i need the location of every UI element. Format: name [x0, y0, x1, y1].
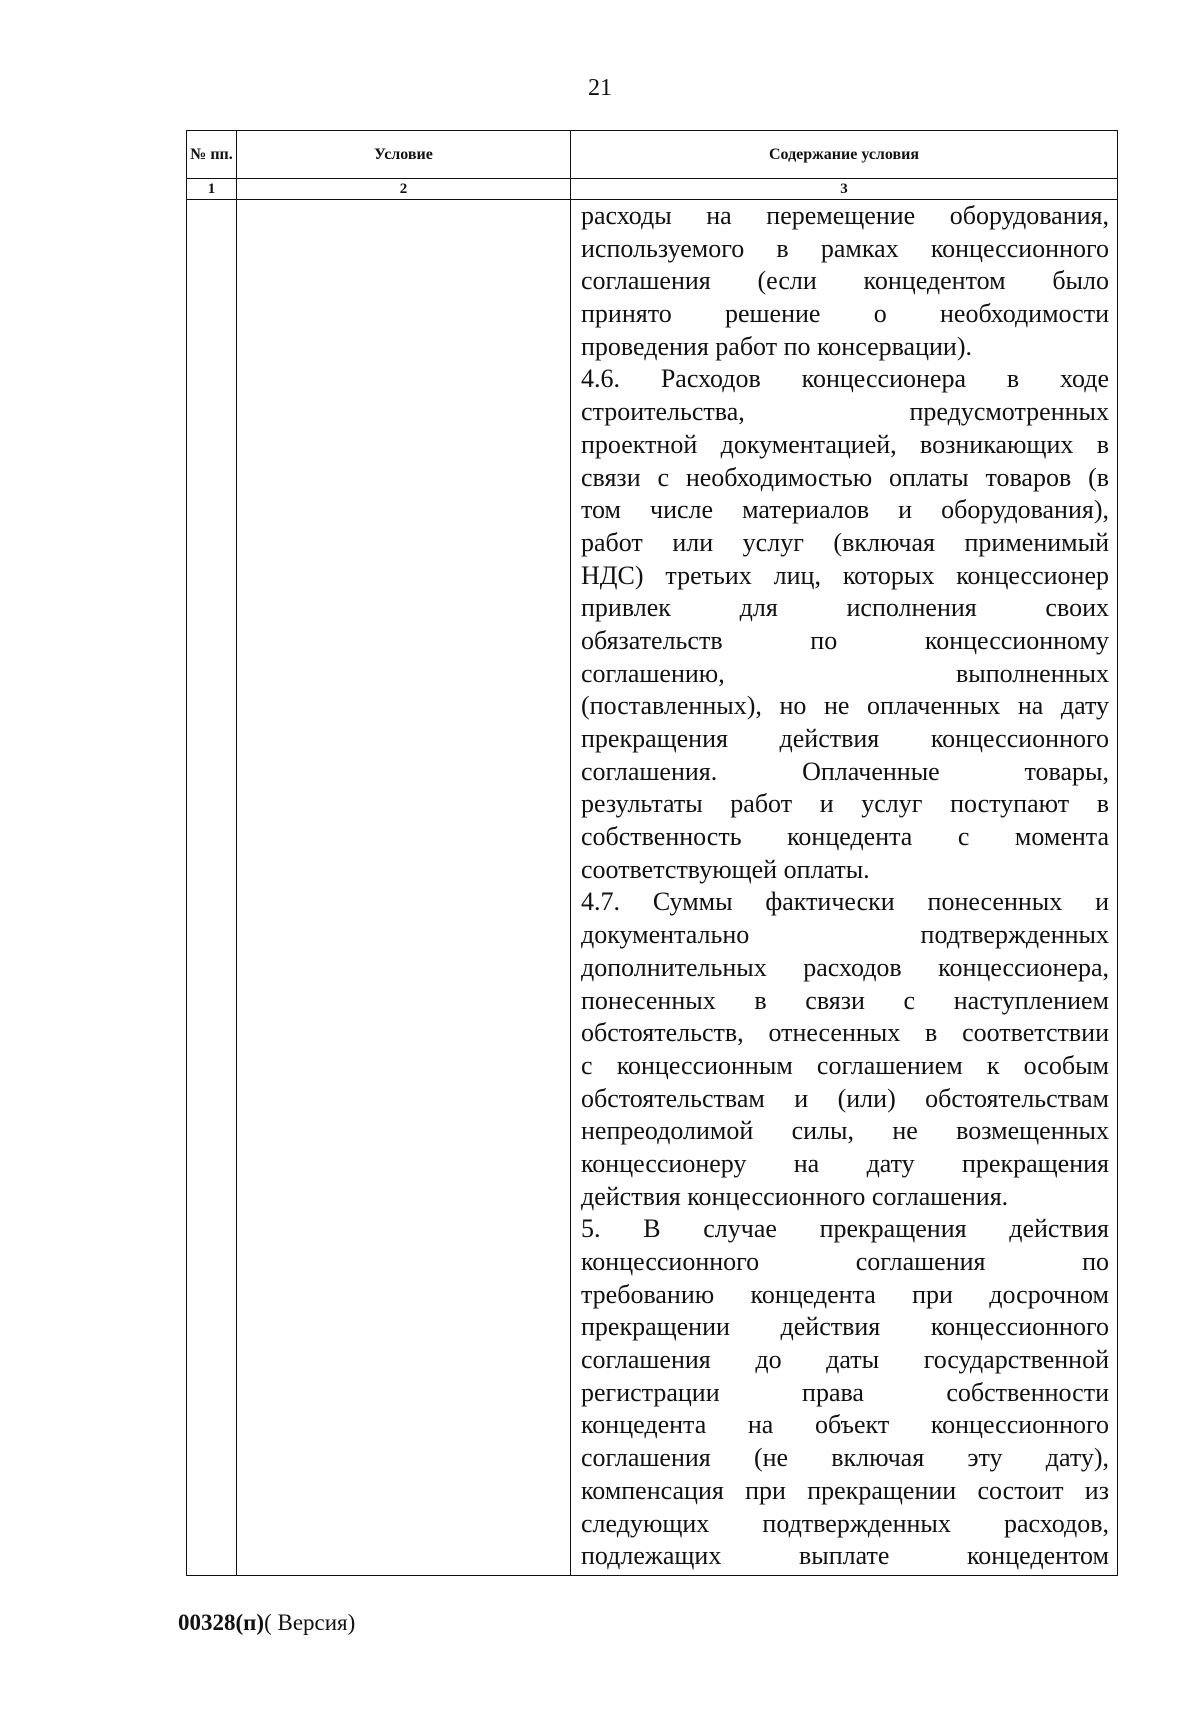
- document-version: ( Версия): [264, 1610, 356, 1635]
- document-code: 00328(п): [178, 1610, 265, 1635]
- content-line: непреодолимой силы, не возмещенных: [581, 1116, 1109, 1146]
- content-line: с концессионным соглашением к особым: [581, 1050, 1109, 1080]
- content-line: дополнительных расходов концессионера,: [581, 952, 1109, 982]
- content-line: концессионеру на дату прекращения: [581, 1148, 1109, 1178]
- header-condition-content: [571, 131, 1118, 179]
- content-line: подлежащих выплате концедентом: [581, 1541, 1109, 1571]
- content-line: 4.7. Суммы фактически понесенных и: [581, 887, 1109, 917]
- column-number-row: [187, 179, 1118, 200]
- content-line: связи с необходимостью оплаты товаров (в: [581, 462, 1109, 492]
- content-line: соглашению, выполненных: [581, 658, 1109, 688]
- header-condition-label: Условие: [374, 145, 433, 163]
- content-line: собственность концедента с момента: [581, 822, 1109, 852]
- column-number-2: 2: [237, 179, 571, 200]
- content-line: обстоятельств, отнесенных в соответствии: [581, 1018, 1109, 1048]
- content-line: работ или услуг (включая применимый: [581, 527, 1109, 557]
- conditions-table: [186, 130, 1118, 1576]
- content-line: компенсация при прекращении состоит из: [581, 1475, 1109, 1505]
- condition-content-text: [571, 200, 1117, 1573]
- content-line: регистрации права собственности: [581, 1377, 1109, 1407]
- condition-content-cell: [571, 200, 1118, 1576]
- content-line: концессионного соглашения по: [581, 1247, 1109, 1276]
- content-line: следующих подтвержденных расходов,: [581, 1508, 1109, 1538]
- content-line: (поставленных), но не оплаченных на дату: [581, 691, 1109, 721]
- content-line: соглашения (если концедентом было: [581, 266, 1109, 296]
- content-line: принято решение о необходимости: [581, 299, 1109, 329]
- content-line: понесенных в связи с наступлением: [581, 985, 1109, 1015]
- content-line: расходы на перемещение оборудования,: [581, 201, 1109, 230]
- content-line: соответствующей оплаты.: [581, 854, 870, 884]
- condition-cell: [237, 200, 571, 1576]
- page-number: 21: [588, 75, 612, 101]
- content-line: результаты работ и услуг поступают в: [581, 789, 1109, 819]
- row-number-cell: [187, 200, 237, 1576]
- content-line: строительства, предусмотренных: [581, 397, 1109, 427]
- content-line: прекращении действия концессионного: [581, 1312, 1109, 1342]
- content-line: документально подтвержденных: [581, 920, 1109, 950]
- content-line: концедента на объект концессионного: [581, 1410, 1109, 1440]
- table-row: [187, 200, 1118, 1576]
- content-line: прекращения действия концессионного: [581, 724, 1109, 753]
- content-line: НДС) третьих лиц, которых концессионер: [581, 560, 1109, 590]
- header-row-number: [187, 131, 237, 179]
- header-condition: [237, 131, 571, 179]
- content-line: проведения работ по консервации).: [581, 331, 972, 361]
- content-line: 5. В случае прекращения действия: [581, 1214, 1109, 1244]
- column-number-3: 3: [571, 179, 1118, 200]
- header-condition-content-label: Содержание условия: [768, 145, 920, 163]
- table-header-row: [187, 131, 1118, 179]
- content-line: обязательств по концессионному: [581, 625, 1109, 655]
- content-line: действия концессионного соглашения.: [581, 1181, 1009, 1211]
- content-line: обстоятельствам и (или) обстоятельствам: [581, 1083, 1109, 1113]
- content-line: привлек для исполнения своих: [581, 593, 1109, 623]
- content-line: соглашения (не включая эту дату),: [581, 1443, 1109, 1473]
- content-line: требованию концедента при досрочном: [581, 1279, 1109, 1309]
- content-line: проектной документацией, возникающих в: [581, 429, 1109, 459]
- column-number-1: 1: [187, 179, 237, 200]
- content-line: соглашения. Оплаченные товары,: [581, 756, 1109, 786]
- header-row-number-label: № пп.: [190, 146, 233, 163]
- content-line: 4.6. Расходов концессионера в ходе: [581, 364, 1109, 394]
- document-footer: [178, 1609, 355, 1637]
- content-line: соглашения до даты государственной: [581, 1345, 1109, 1375]
- content-line: том числе материалов и оборудования),: [581, 495, 1109, 525]
- content-line: используемого в рамках концессионного: [581, 233, 1109, 263]
